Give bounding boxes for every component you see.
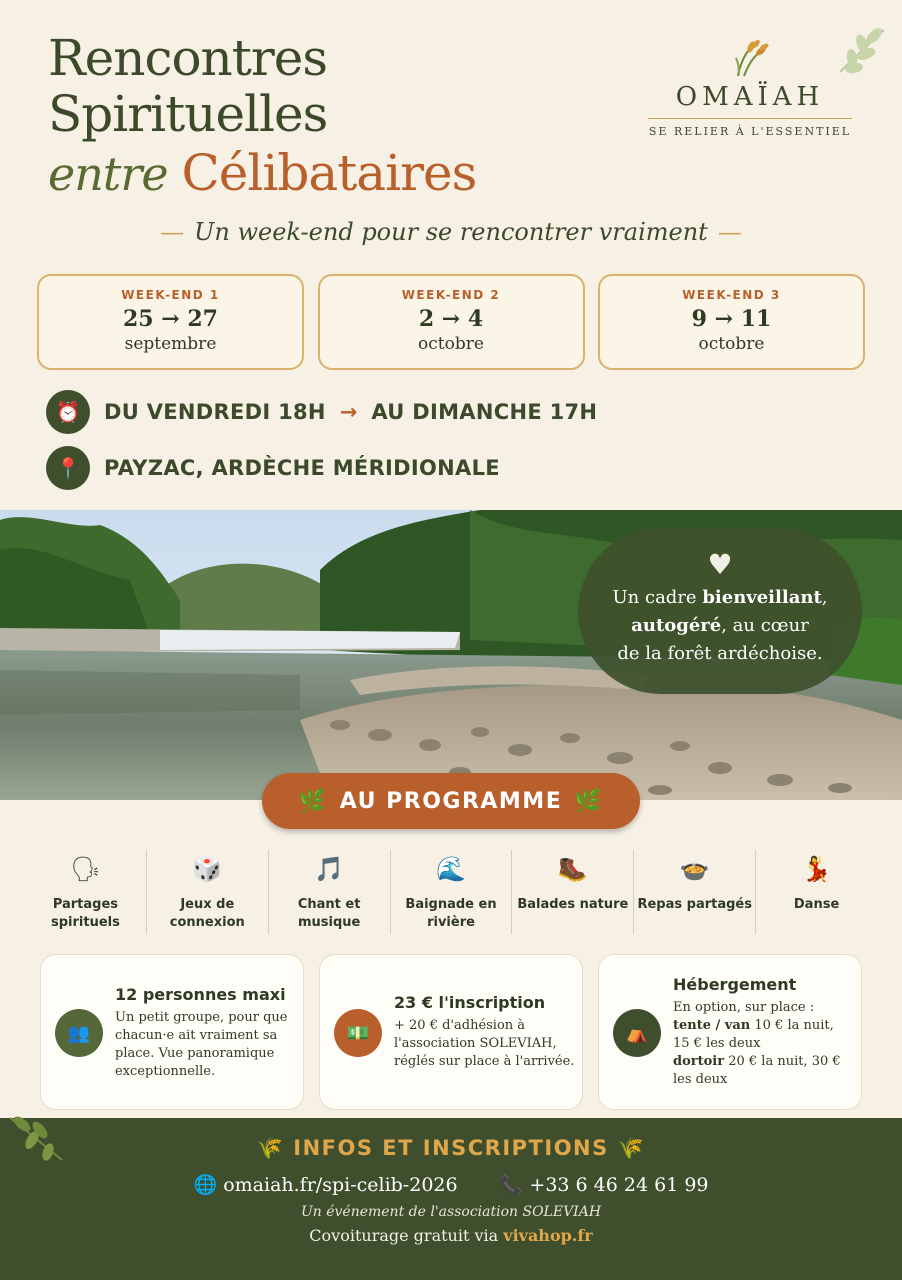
logo-divider	[648, 118, 852, 119]
location-line	[46, 446, 500, 490]
omaiah-logo	[640, 38, 860, 138]
weekend-month: octobre	[418, 334, 484, 354]
dancer-icon: 💃	[801, 855, 832, 883]
footer-contacts	[0, 1173, 902, 1196]
weekend-card-2	[318, 274, 585, 370]
card-body: En option, sur place : tente / van 10 € la nuit, 15 € les deux dortoir 20 € la nuit, 30 € les deux	[673, 1000, 841, 1087]
website-link[interactable]: omaiah.fr/spi-celib-2026	[223, 1174, 458, 1196]
schedule-line	[46, 390, 597, 434]
wave-icon: 🌊	[436, 855, 466, 883]
card-title: 12 personnes maxi	[115, 985, 286, 1004]
activity-item: 💃 Danse	[756, 850, 877, 934]
weekend-card-1	[37, 274, 304, 370]
footer-title: 🌾 INFOS ET INSCRIPTIONS 🌾	[256, 1136, 646, 1160]
wheat-icon: 🌾	[256, 1136, 285, 1160]
activity-item: 🎲 Jeux de connexion	[147, 850, 269, 934]
activity-item: 🗣 Partages spirituels	[25, 850, 147, 934]
heart-icon: ♥	[707, 548, 733, 581]
hiking-boot-icon: 🥾	[557, 855, 588, 883]
weekend-card-3	[598, 274, 865, 370]
map-pin-icon: 📍	[46, 446, 90, 490]
weekend-label: WEEK-END 2	[401, 288, 501, 302]
title-line-2: Spirituelles	[48, 85, 328, 143]
money-icon: 💵	[334, 1009, 382, 1057]
schedule-to: AU DIMANCHE 17H	[371, 400, 598, 424]
weekend-dates-range: 25 → 27	[123, 306, 218, 332]
speaking-head-icon: 🗣	[70, 855, 101, 883]
tent-icon: ⛺	[613, 1009, 661, 1057]
leaf-icon: 🌿	[574, 788, 604, 814]
poster-title	[48, 30, 608, 205]
event-organizer: Un événement de l'association SOLEVIAH	[300, 1204, 602, 1220]
leaf-icon: 🌿	[298, 788, 328, 814]
logo-tagline: SE RELIER À L'ESSENTIEL	[648, 125, 852, 138]
program-banner	[262, 773, 640, 829]
subtitle-dash-left: —	[160, 218, 185, 246]
wheat-icon: 🌾	[617, 1136, 646, 1160]
title-entre: entre	[48, 147, 168, 201]
footer	[0, 1118, 902, 1280]
group-size-card	[40, 954, 304, 1110]
weekend-month: septembre	[124, 334, 217, 354]
carpool-line: Covoiturage gratuit via vivahop.fr	[309, 1226, 593, 1245]
activity-item: 🌊 Baignade en rivière	[391, 850, 513, 934]
activity-item: 🥾 Balades nature	[512, 850, 634, 934]
leaf-branch-icon	[834, 24, 888, 76]
dice-icon: 🎲	[192, 855, 223, 883]
leaf-branch-icon	[6, 1110, 66, 1166]
program-label: AU PROGRAMME	[339, 788, 563, 814]
title-celibataires: Célibataires	[181, 144, 477, 202]
lodging-card	[598, 954, 862, 1110]
activity-item: 🍲 Repas partagés	[634, 850, 756, 934]
phone-icon: 📞	[499, 1174, 524, 1196]
music-note-icon: 🎵	[314, 855, 345, 883]
price-card	[319, 954, 583, 1110]
activities-list	[25, 850, 877, 934]
card-body: + 20 € d'adhésion à l'association SOLEVIAH, réglés sur place à l'arrivée.	[394, 1018, 575, 1069]
globe-icon: 🌐	[193, 1174, 218, 1196]
quote-text: Un cadre bienveillant, autogéré, au cœur de la forêt ardéchoise.	[612, 587, 828, 664]
poster-subtitle	[0, 218, 902, 246]
subtitle-dash-right: —	[717, 218, 742, 246]
wheat-sprig-icon	[730, 38, 770, 78]
activity-item: 🎵 Chant et musique	[269, 850, 391, 934]
logo-name: OMAÏAH	[675, 82, 825, 112]
info-cards	[40, 954, 862, 1110]
title-line-1: Rencontres	[48, 29, 327, 87]
phone-number[interactable]: +33 6 46 24 61 99	[529, 1174, 709, 1196]
weekend-dates-range: 2 → 4	[418, 306, 484, 332]
weekend-dates	[37, 274, 865, 370]
card-body: Un petit groupe, pour que chacun·e ait vraiment sa place. Vue panoramique exceptionnelle.	[115, 1010, 288, 1079]
weekend-label: WEEK-END 1	[121, 288, 220, 302]
alarm-clock-icon: ⏰	[46, 390, 90, 434]
card-title: Hébergement	[673, 975, 797, 994]
people-icon: 👥	[55, 1009, 103, 1057]
weekend-dates-range: 9 → 11	[691, 306, 772, 332]
bowl-icon: 🍲	[679, 855, 710, 883]
card-title: 23 € l'inscription	[394, 993, 546, 1012]
title-line-3	[48, 142, 608, 205]
vivahop-link[interactable]: vivahop.fr	[503, 1226, 593, 1245]
weekend-month: octobre	[698, 334, 765, 354]
subtitle-text: Un week-end pour se rencontrer vraiment	[194, 218, 708, 246]
weekend-label: WEEK-END 3	[682, 288, 781, 302]
schedule-from: DU VENDREDI 18H	[104, 400, 326, 424]
setting-quote-bubble	[578, 528, 862, 694]
schedule-arrow: →	[339, 400, 358, 424]
location-text: PAYZAC, ARDÈCHE MÉRIDIONALE	[104, 456, 500, 480]
